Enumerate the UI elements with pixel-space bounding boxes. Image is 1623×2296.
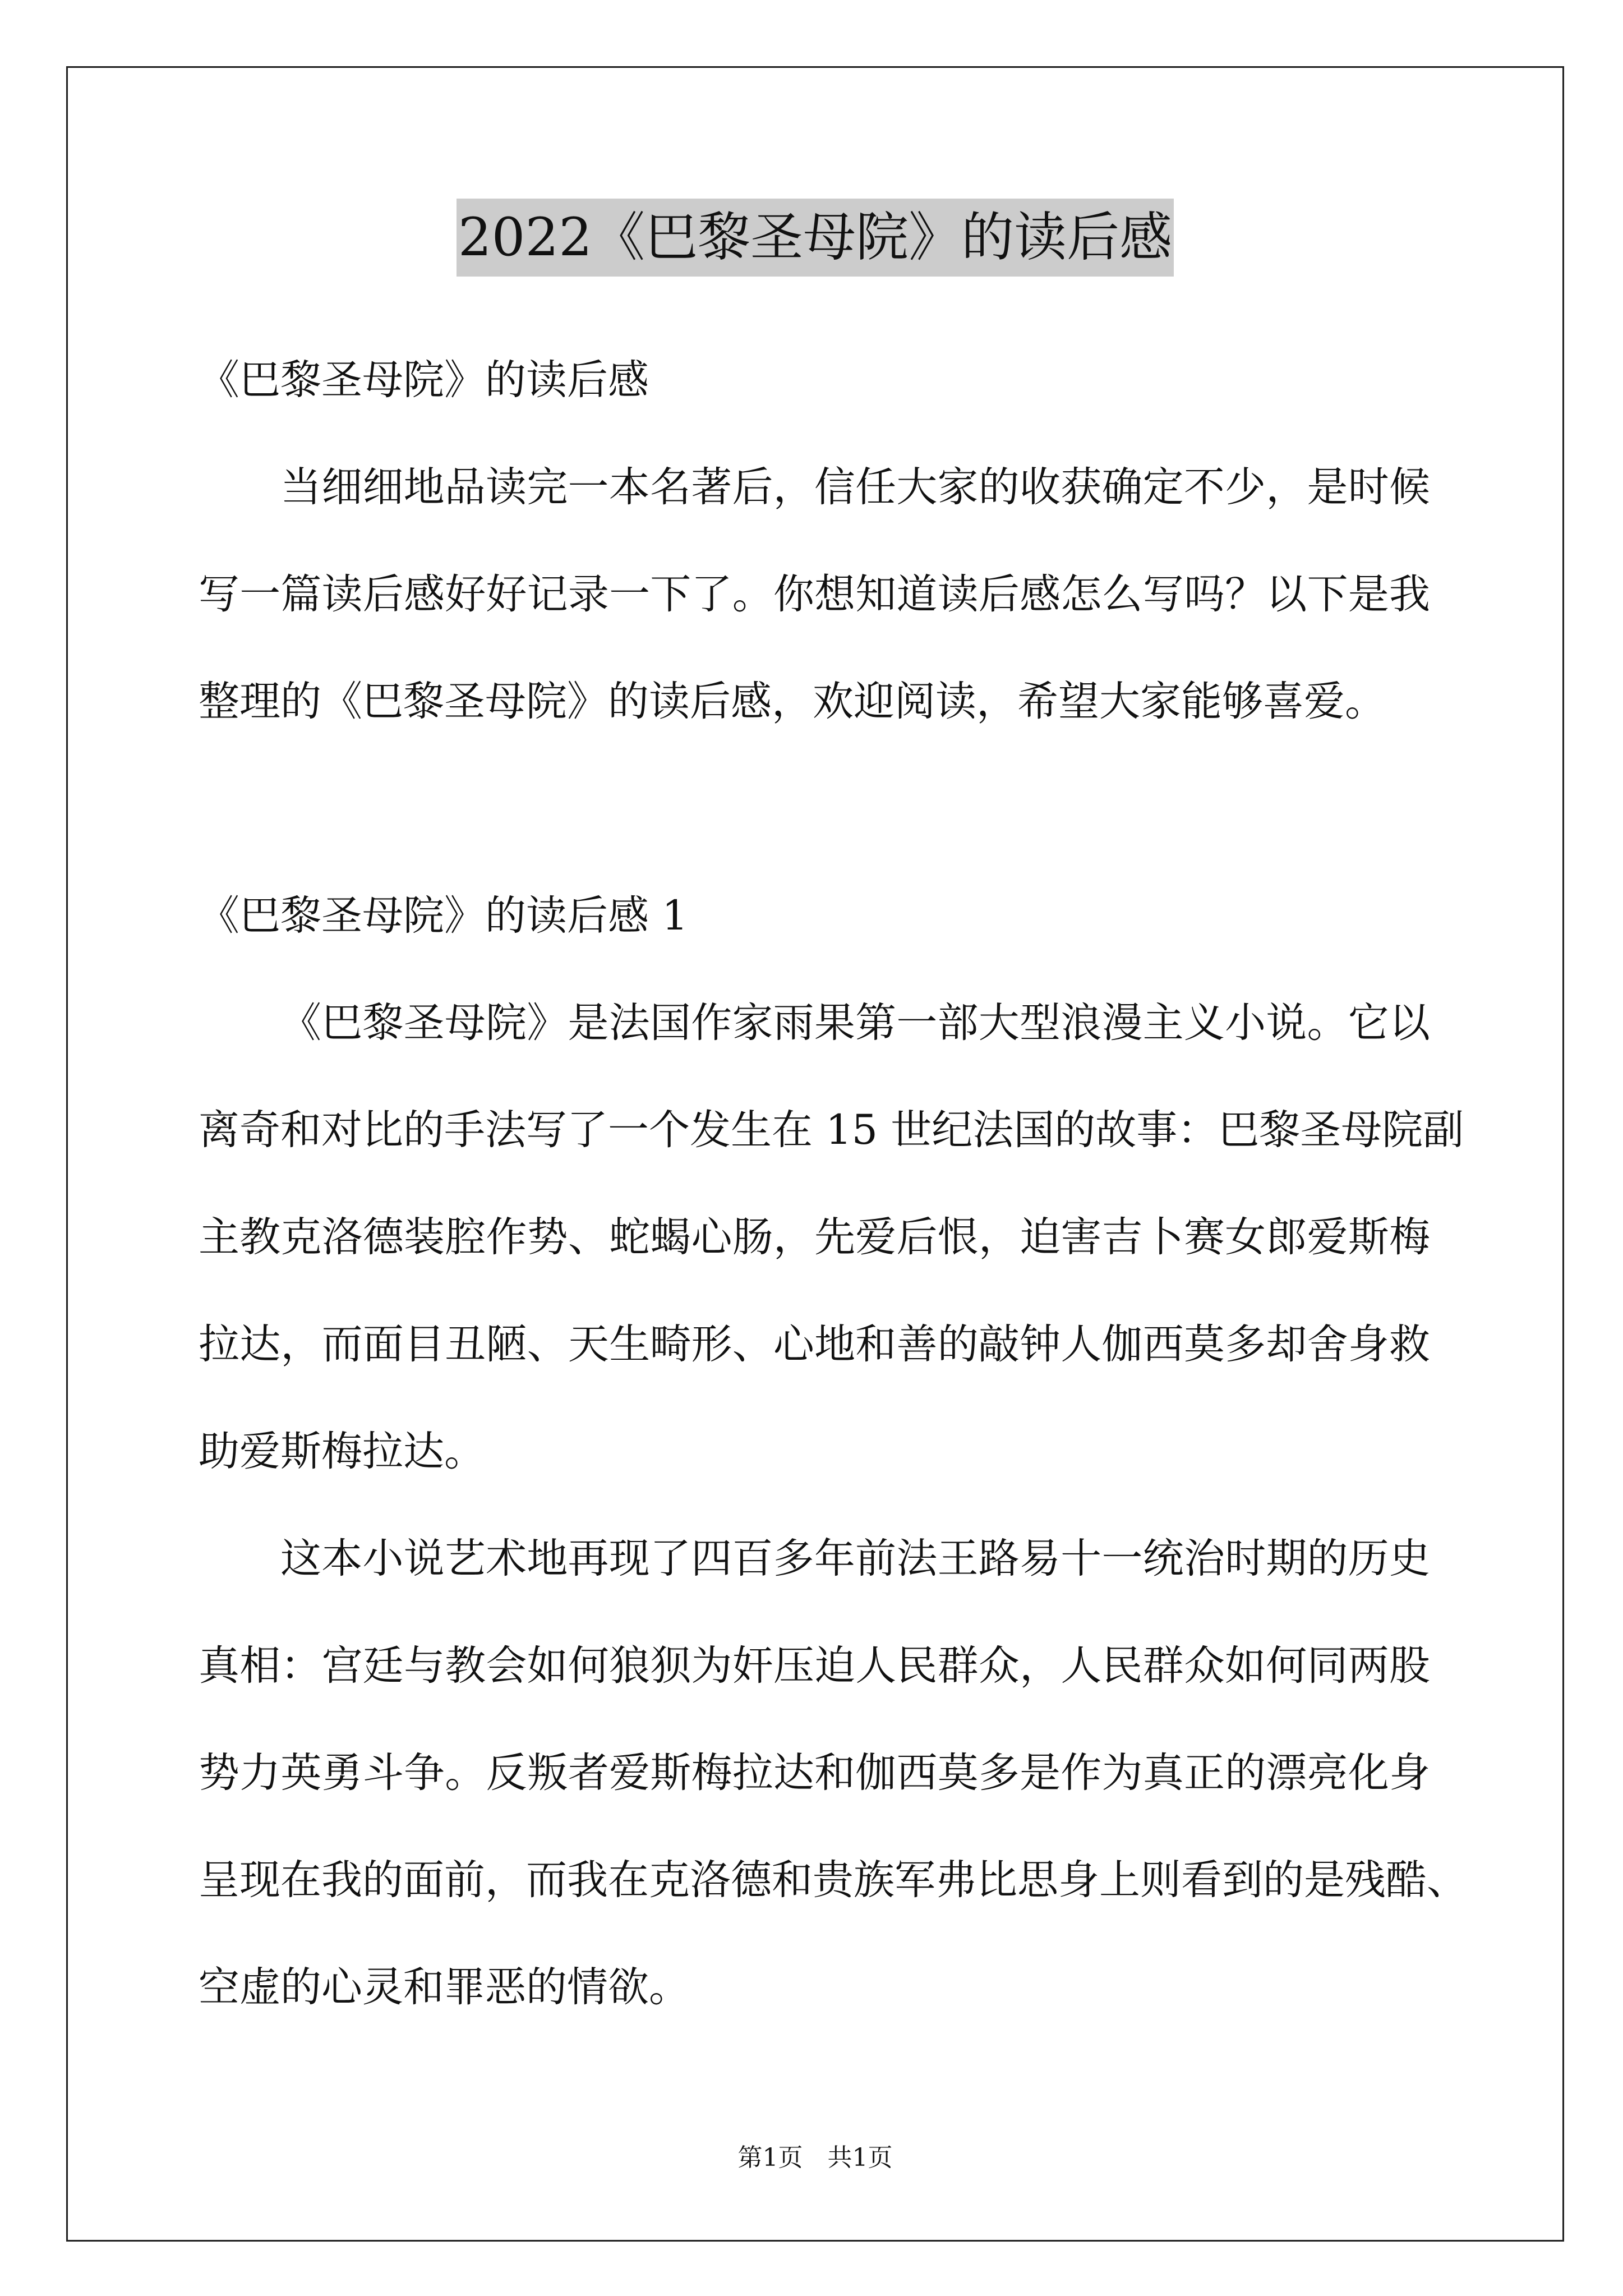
paragraph-spacer (199, 755, 1430, 862)
paragraph (199, 969, 1464, 1505)
intro-heading: 《巴黎圣母院》的读后感 (199, 356, 649, 404)
paragraph-line: 这本小说艺术地再现了四百多年前法王路易十一统治时期的历史 (280, 1535, 1430, 1582)
document-body (199, 326, 1468, 2041)
section-heading: 《巴黎圣母院》的读后感 1 (199, 892, 688, 940)
intro-paragraph (199, 434, 1430, 755)
paragraph-line: 整理的《巴黎圣母院》的读后感，欢迎阅读，希望大家能够喜爱。 (199, 678, 1386, 725)
paragraph-line: 离奇和对比的手法写了一个发生在 15 世纪法国的故事：巴黎圣母院副 (199, 1106, 1464, 1154)
paragraph-line: 写一篇读后感好好记录一下了。你想知道读后感怎么写吗？以下是我 (199, 570, 1430, 618)
paragraph-line: 《巴黎圣母院》是法国作家雨果第一部大型浪漫主义小说。它以 (280, 999, 1430, 1047)
title-block (66, 199, 1564, 277)
document-title: 2022《巴黎圣母院》的读后感 (457, 199, 1174, 277)
paragraph-line: 当细细地品读完一本名著后，信任大家的收获确定不少，是时候 (280, 463, 1430, 511)
paragraph-line: 助爱斯梅拉达。 (199, 1428, 485, 1475)
paragraph-line: 呈现在我的面前，而我在克洛德和贵族军弗比思身上则看到的是残酷、 (199, 1856, 1468, 1904)
paragraph-line: 真相：宫廷与教会如何狼狈为奸压迫人民群众，人民群众如何同两股 (199, 1642, 1430, 1690)
paragraph (199, 1505, 1468, 2041)
page-footer: 第1页 共1页 (737, 2143, 893, 2172)
paragraph-line: 势力英勇斗争。反叛者爱斯梅拉达和伽西莫多是作为真正的漂亮化身 (199, 1749, 1430, 1797)
paragraph-line: 拉达，而面目丑陋、天生畸形、心地和善的敲钟人伽西莫多却舍身救 (199, 1320, 1430, 1368)
paragraph-line: 主教克洛德装腔作势、蛇蝎心肠，先爱后恨，迫害吉卜赛女郎爱斯梅 (199, 1213, 1430, 1261)
paragraph-line: 空虚的心灵和罪恶的情欲。 (199, 1963, 690, 2011)
